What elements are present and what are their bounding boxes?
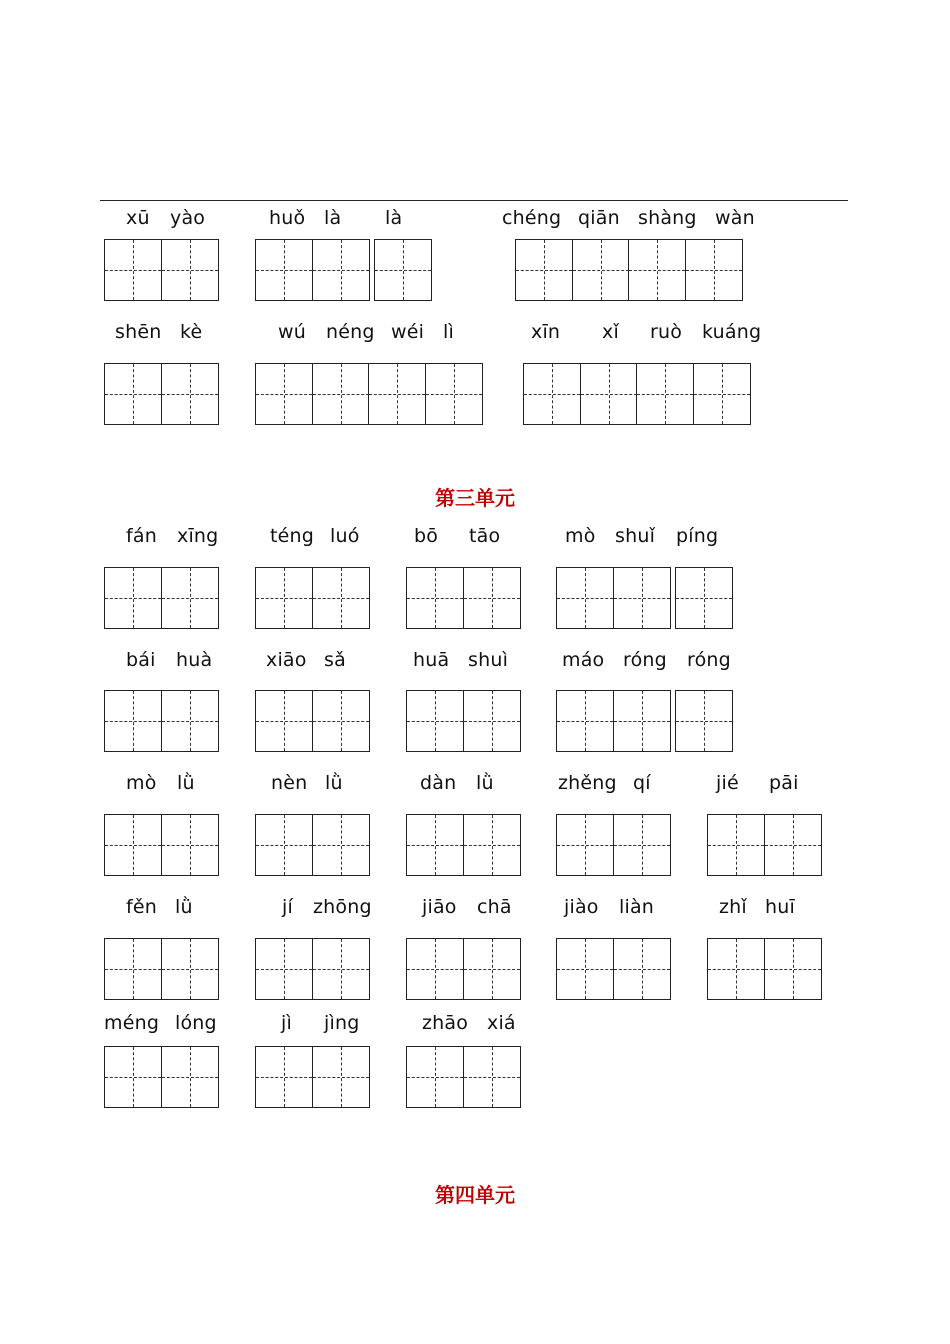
pinyin-label: wú — [278, 321, 306, 343]
pinyin-label: máo — [562, 649, 605, 671]
pinyin-label: huā — [413, 649, 450, 671]
pinyin-label: xǐ — [602, 321, 619, 343]
pinyin-label: luó — [330, 525, 360, 547]
tianzige-grid[interactable] — [255, 239, 431, 301]
pinyin-label: kuáng — [702, 321, 762, 343]
tianzige-grid[interactable] — [255, 567, 368, 629]
pinyin-label: dàn — [420, 772, 457, 794]
pinyin-label: lǜ — [476, 772, 494, 794]
tianzige-grid[interactable] — [406, 1046, 519, 1108]
pinyin-label: ruò — [650, 321, 683, 343]
pinyin-label: lǜ — [175, 896, 193, 918]
pinyin-label: chā — [477, 896, 512, 918]
pinyin-label: zhāo — [422, 1012, 469, 1034]
pinyin-label: wàn — [715, 207, 755, 229]
pinyin-label: mò — [126, 772, 157, 794]
pinyin-label: lì — [443, 321, 454, 343]
pinyin-label: xiāo — [266, 649, 307, 671]
tianzige-grid[interactable] — [104, 814, 217, 876]
tianzige-grid[interactable] — [556, 690, 732, 752]
pinyin-label: lóng — [175, 1012, 217, 1034]
tianzige-grid[interactable] — [255, 690, 368, 752]
pinyin-label: néng — [326, 321, 375, 343]
pinyin-label: qiān — [578, 207, 620, 229]
pinyin-label: huà — [176, 649, 213, 671]
tianzige-grid[interactable] — [255, 938, 368, 1000]
pinyin-label: qí — [633, 772, 651, 794]
pinyin-label: xīn — [531, 321, 561, 343]
tianzige-grid[interactable] — [255, 1046, 368, 1108]
pinyin-label: jié — [716, 772, 739, 794]
tianzige-grid[interactable] — [556, 938, 669, 1000]
tianzige-grid[interactable] — [104, 938, 217, 1000]
tianzige-grid[interactable] — [515, 239, 741, 301]
pinyin-label: jí — [282, 896, 293, 918]
pinyin-label: sǎ — [324, 649, 346, 671]
top-divider-line — [100, 200, 848, 201]
pinyin-label: là — [385, 207, 403, 229]
pinyin-label: jìng — [324, 1012, 360, 1034]
pinyin-label: zhōng — [313, 896, 372, 918]
unit-title: 第三单元 — [435, 486, 515, 510]
pinyin-label: jiāo — [422, 896, 457, 918]
pinyin-label: huǒ — [269, 207, 306, 229]
tianzige-grid[interactable] — [255, 814, 368, 876]
tianzige-grid[interactable] — [556, 567, 732, 629]
tianzige-grid[interactable] — [104, 363, 217, 425]
tianzige-grid[interactable] — [707, 938, 820, 1000]
pinyin-label: yào — [170, 207, 206, 229]
pinyin-label: liàn — [619, 896, 655, 918]
tianzige-grid[interactable] — [104, 567, 217, 629]
pinyin-label: chéng — [502, 207, 562, 229]
pinyin-label: pāi — [769, 772, 799, 794]
pinyin-label: fěn — [126, 896, 158, 918]
pinyin-label: huī — [765, 896, 795, 918]
pinyin-label: mò — [565, 525, 596, 547]
tianzige-grid[interactable] — [406, 690, 519, 752]
pinyin-label: jì — [281, 1012, 292, 1034]
tianzige-grid[interactable] — [104, 690, 217, 752]
tianzige-grid[interactable] — [406, 567, 519, 629]
tianzige-grid[interactable] — [707, 814, 820, 876]
pinyin-label: shuǐ — [615, 525, 656, 547]
pinyin-label: bō — [414, 525, 439, 547]
pinyin-label: píng — [676, 525, 719, 547]
tianzige-grid[interactable] — [556, 814, 669, 876]
pinyin-label: xiá — [487, 1012, 516, 1034]
pinyin-label: kè — [180, 321, 203, 343]
pinyin-label: wéi — [391, 321, 425, 343]
pinyin-label: là — [324, 207, 342, 229]
pinyin-label: fán — [126, 525, 157, 547]
pinyin-label: lǜ — [325, 772, 343, 794]
pinyin-label: zhǐ — [719, 896, 747, 918]
pinyin-label: nèn — [271, 772, 308, 794]
pinyin-label: méng — [104, 1012, 160, 1034]
pinyin-label: xīng — [177, 525, 219, 547]
pinyin-label: zhěng — [558, 772, 617, 794]
tianzige-grid[interactable] — [104, 1046, 217, 1108]
pinyin-label: xū — [126, 207, 150, 229]
pinyin-label: shēn — [115, 321, 162, 343]
pinyin-label: shàng — [638, 207, 697, 229]
pinyin-label: téng — [270, 525, 315, 547]
pinyin-label: lǜ — [177, 772, 195, 794]
pinyin-label: bái — [126, 649, 156, 671]
pinyin-label: róng — [623, 649, 667, 671]
pinyin-label: shuì — [468, 649, 509, 671]
pinyin-label: jiào — [564, 896, 599, 918]
tianzige-grid[interactable] — [406, 938, 519, 1000]
tianzige-grid[interactable] — [406, 814, 519, 876]
pinyin-label: tāo — [469, 525, 501, 547]
tianzige-grid[interactable] — [255, 363, 481, 425]
tianzige-grid[interactable] — [104, 239, 217, 301]
tianzige-grid[interactable] — [523, 363, 749, 425]
pinyin-label: róng — [687, 649, 731, 671]
unit-title: 第四单元 — [435, 1183, 515, 1207]
